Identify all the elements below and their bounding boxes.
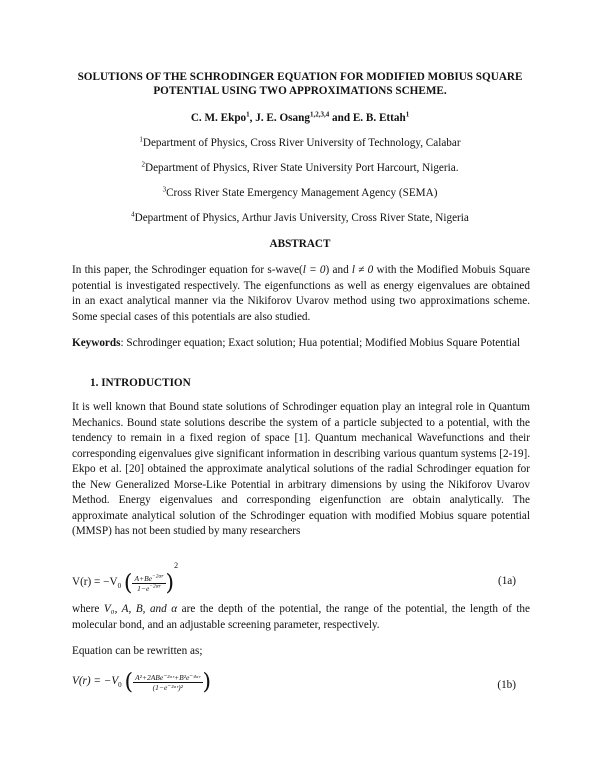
abstract-body — [72, 263, 530, 325]
equation-fraction — [133, 673, 202, 692]
equation-number: (1a) — [497, 575, 516, 587]
equation-power: 2 — [174, 561, 179, 570]
author-name: C. M. Ekpo — [190, 112, 247, 124]
open-paren: ( — [124, 670, 134, 695]
abstract-text: ) and — [325, 264, 352, 276]
equation-number: (1b) — [497, 679, 516, 691]
fraction-numerator: A+Be — [134, 573, 153, 583]
author-list — [40, 112, 560, 124]
affiliation-text: Department of Physics, River State University Port Harcourt, Nigeria. — [145, 162, 459, 174]
equation-lhs: V(r) = −V — [72, 675, 119, 688]
keywords-label: Keywords — [72, 337, 121, 349]
inline-math: l ≠ 0 — [351, 264, 374, 276]
abstract-text: with the Modified Mobuis Square potential is investigated respectively. The eigenfunctions as well as energy eigenvalues are obtained in an exact analytical manner via the Nikiforov Uvarov method using two approximations scheme. Some special cases of this potentials are also studied. — [72, 264, 530, 323]
author-separator: , — [249, 112, 256, 124]
affiliation — [40, 187, 560, 199]
open-paren: ( — [123, 570, 133, 596]
equation-1a — [72, 561, 530, 596]
denominator-exponent: −2αr — [149, 583, 161, 590]
affiliation-mark: 2 — [141, 160, 145, 169]
author-affiliation-mark: 1 — [405, 110, 410, 119]
affiliation-text: Department of Physics, Cross River University of Technology, Calabar — [142, 137, 461, 149]
affiliation — [40, 212, 560, 224]
equation-lhs: V(r) = −V — [72, 576, 118, 589]
fraction-denominator: (1−e⁻²ᵅʳ)² — [152, 683, 183, 692]
affiliation — [40, 162, 560, 174]
rewrite-sentence: Equation can be rewritten as; — [72, 645, 203, 657]
affiliation-mark: 4 — [131, 210, 135, 219]
author-name: J. E. Osang — [255, 112, 310, 124]
abstract-heading: ABSTRACT — [269, 238, 331, 250]
keywords — [72, 336, 530, 352]
variable-definitions — [72, 602, 530, 633]
fraction-numerator: A²+2ABe⁻²ᵅʳ+B²e⁻⁴ᵅʳ — [135, 673, 201, 682]
affiliation-mark: 1 — [139, 135, 143, 144]
definition-text: where — [72, 603, 104, 615]
affiliation-mark: 3 — [162, 185, 167, 194]
affiliation-text: Department of Physics, Arthur Javis University, Cross River State, Nigeria — [134, 212, 469, 224]
affiliation — [40, 137, 560, 149]
paper-title: SOLUTIONS OF THE SCHRODINGER EQUATION FOR MODIFIED MOBIUS SQUARE POTENTIAL USING TWO APPROXIMATIONS SCHEME. — [77, 71, 523, 97]
fraction-denominator: 1−e — [137, 583, 150, 593]
inline-math: V₀, A, B, and α — [103, 603, 178, 615]
section-heading: 1. INTRODUCTION — [90, 377, 191, 389]
equation-subscript: 0 — [118, 681, 122, 690]
equation-1b — [72, 670, 530, 695]
keywords-text: : Schrodinger equation; Exact solution; Hua potential; Modified Mobius Square Potential — [120, 337, 521, 349]
definition-text: are the depth of the potential, the range of the potential, the length of the molecular bond, and an adjustable screening parameter, respectively. — [72, 603, 530, 631]
abstract-text: In this paper, the Schrodinger equation for s-wave( — [72, 264, 303, 276]
inline-math: l = 0 — [302, 264, 326, 276]
close-paren: ) — [202, 670, 212, 695]
equation-fraction — [132, 574, 165, 593]
numerator-exponent: −2αr — [152, 573, 164, 580]
introduction-body: It is well known that Bound state solutions of Schrodinger equation play an integral role in Quantum Mechanics. Bound state solutions describe the system of a particle subjected to a potential, with the tendency to remain in a fixed region of space [1]. Quantum mechanical Wavefunctions and their corresponding eigenvalues give significant information in describing various quantum systems [2-19]. Ekpo et al. [20] obtained the approximate analytical solutions of the radial Schrodinger equation for the New Generalized Morse-Like Potential in arbitrary dimensions by using the Nikiforov Uvarov Method. Energy eigenvalues and corresponding eigenfunction are obtain analytically. The approximate analytical solution of the Schrodinger equation with modified Mobius square potential (MMSP) has not been studied by many researchers — [72, 401, 530, 537]
author-separator: and — [329, 112, 353, 124]
close-paren: ) — [165, 570, 175, 596]
equation-subscript: 0 — [117, 582, 122, 591]
author-affiliation-mark: 1,2,3,4 — [309, 110, 330, 119]
author-name: E. B. Ettah — [352, 112, 406, 124]
author-affiliation-mark: 1 — [246, 110, 250, 119]
affiliation-text: Cross River State Emergency Management Agency (SEMA) — [166, 187, 438, 199]
